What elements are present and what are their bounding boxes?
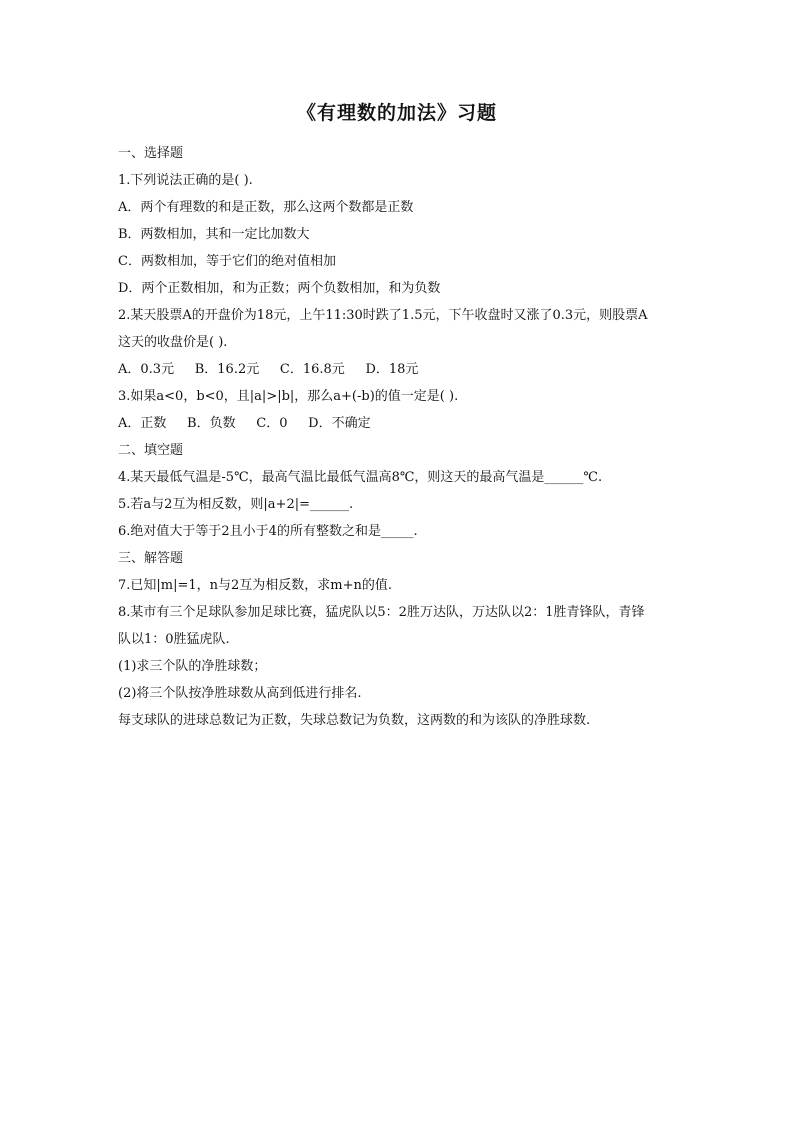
question-7: 7.已知|m|=1，n与2互为相反数，求m+n的值.	[118, 578, 393, 593]
q2-options: A．0.3元 B．16.2元 C．16.8元 D．18元	[118, 362, 419, 377]
question-5: 5.若a与2互为相反数，则|a+2|=______.	[118, 497, 354, 512]
q1-option-b: B．两数相加，其和一定比加数大	[118, 227, 310, 242]
q1-option-c: C．两数相加，等于它们的绝对值相加	[118, 254, 336, 269]
q8-part-1: (1)求三个队的净胜球数；	[118, 659, 267, 674]
q8-part-2: (2)将三个队按净胜球数从高到低进行排名.	[118, 686, 362, 701]
section-heading-choice: 一、选择题	[118, 146, 184, 161]
question-8: 8.某市有三个足球队参加足球比赛，猛虎队以5：2胜万达队，万达队以2：1胜青锋队，青锋	[118, 605, 645, 620]
q1-option-a: A．两个有理数的和是正数，那么这两个数都是正数	[118, 200, 414, 215]
question-3: 3.如果a<0，b<0，且|a|>|b|，那么a+(-b)的值一定是( ).	[118, 389, 459, 404]
question-2-continued: 这天的收盘价是( ).	[118, 335, 228, 350]
question-2: 2.某天股票A的开盘价为18元，上午11:30时跌了1.5元，下午收盘时又涨了0.3元，则股票A	[118, 308, 648, 323]
section-heading-fill-in: 二、填空题	[118, 443, 184, 458]
question-4: 4.某天最低气温是-5℃，最高气温比最低气温高8℃，则这天的最高气温是______℃.	[118, 470, 603, 485]
question-1: 1.下列说法正确的是( ).	[118, 173, 253, 188]
q1-option-d: D．两个正数相加，和为正数；两个负数相加，和为负数	[118, 281, 441, 296]
section-heading-solve: 三、解答题	[118, 551, 184, 566]
q8-note: 每支球队的进球总数记为正数，失球总数记为负数，这两数的和为该队的净胜球数.	[118, 713, 591, 728]
q3-options: A．正数 B．负数 C．0 D．不确定	[118, 416, 371, 431]
question-8-continued: 队以1：0胜猛虎队.	[118, 632, 230, 647]
question-6: 6.绝对值大于等于2且小于4的所有整数之和是_____.	[118, 524, 418, 539]
document-title: 《有理数的加法》习题	[296, 102, 497, 124]
